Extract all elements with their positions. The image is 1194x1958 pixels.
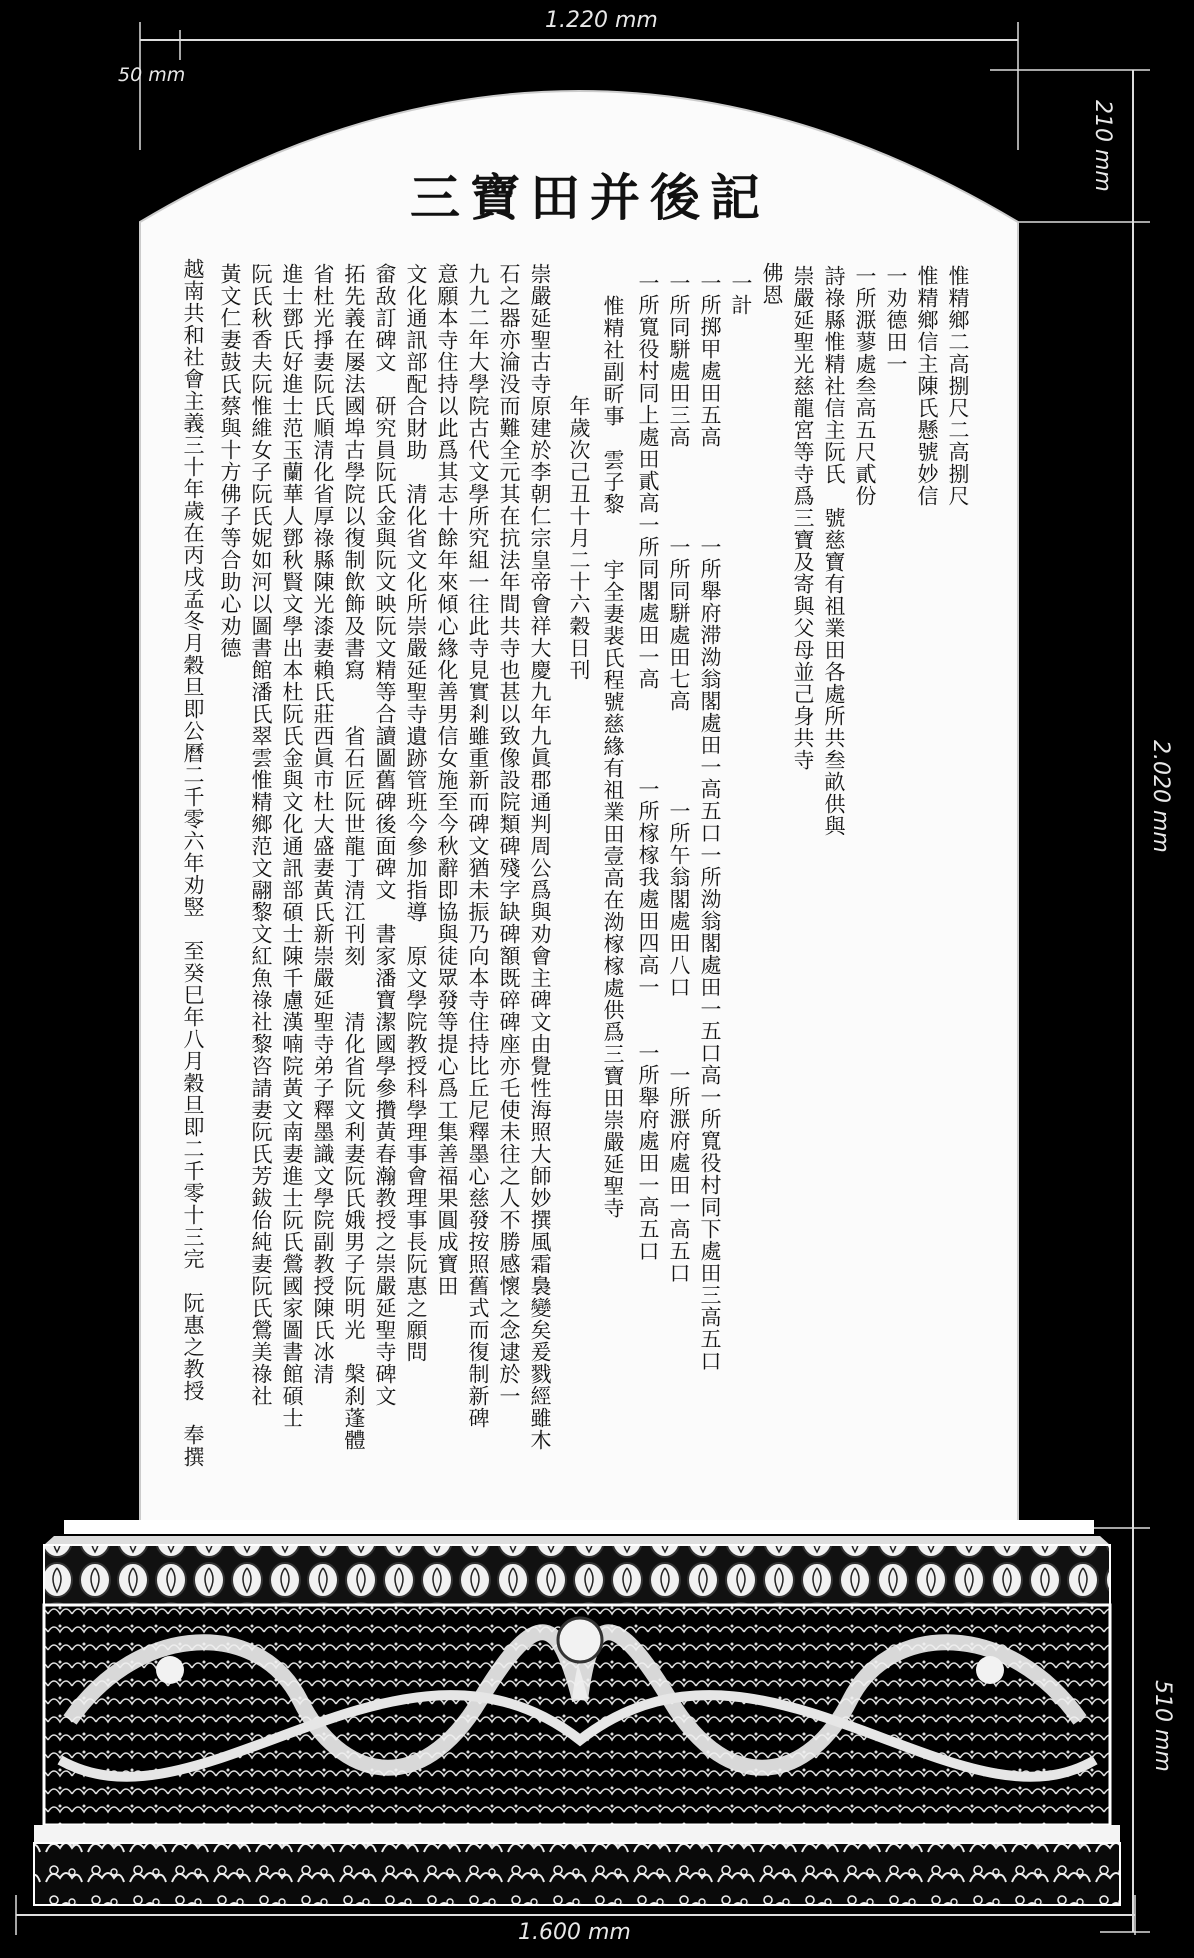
inscription-column: 阮氏秋香夫阮惟維女子阮氏妮如河以圖書館潘氏翠雲惟精鄉范文翮黎文紅魚祿社黎咨請妻阮氏芳鈸佁純妻阮氏鶯美祿社 xyxy=(249,263,273,1407)
inscription-column: 惟精鄉二高捌尺二高捌尺 xyxy=(946,265,970,507)
inscription-column: 崇嚴延聖古寺原建於李朝仁宗皇帝會祥大慶九年九眞郡通判周公爲與劝會主碑文由覺性海照大師妙撰風霜裊變矣爰戮經雖木 xyxy=(528,263,552,1451)
inscription-column: 文化通訊部配合財助 清化省文化所崇嚴延聖寺遺跡管班今參加指導 原文學院教授科學理事會理事長阮惠之願問 xyxy=(404,263,428,1363)
inscription-column: 惟精鄉信主陳氏懸號妙信 xyxy=(915,265,939,507)
base-width-label: 1.600 mm xyxy=(518,1920,631,1945)
body-height-label: 2.020 mm xyxy=(1148,740,1173,853)
inscription-column: 一所同駢處田三高 一所同駢處田七高 一所午翁閣處田八口 一所㴨府處田一高五口 xyxy=(667,272,691,1284)
inscription-column: 進士鄧氏好進士范玉蘭華人鄧秋賢文學出本杜阮氏金與文化通訊部碩士陳千慮漢喃院黃文南妻進士阮氏鶯國家圖書館碩士 xyxy=(280,263,304,1429)
top-width-label: 1.220 mm xyxy=(545,8,658,33)
inscription-column: 拓先義在屡法國埠古學院以復制飲飾及書寫 省石匠阮世龍丁清江刊刻 清化省阮文利妻阮氏娥男子阮明光 槃刹蓬體 xyxy=(342,263,366,1451)
inscription-column: 九九二年大學院古代文學所究組一往此寺見實剎雖重新而碑文猶未振乃向本寺住持比丘尼釋墨心慈發按照舊式而復制新碑 xyxy=(466,263,490,1429)
inscription-column: 惟精社副㪽事 雲子黎 宇全妻裴氏程號慈緣有祖業田壹高在泑榢榢處供爲三寶田崇嚴延聖寺 xyxy=(601,295,625,1219)
inscription-column: 一所㴨蓼處叁高五尺貳份 xyxy=(853,265,877,507)
inscription-column: 一所掷甲處田五高 一所舉府滞泑翁閣處田一高五口一所泑翁閣處田一五口高一所寬役村同下處田三高五口 xyxy=(698,272,722,1372)
inscription-column: 省杜光掙妻阮氏順清化省厚祿縣陳光漆妻賴氏莊西眞市杜大盛妻黃氏新崇嚴延聖寺弟子釋墨識文學院副教授陳氏冰清 xyxy=(311,263,335,1385)
stele-title: 三寶田并後記 xyxy=(410,168,770,227)
inscription-column: 詩祿縣惟精社信主阮氏 號慈寶有祖業田各處所共叁畝供與 xyxy=(822,265,846,837)
inscription-column: 一計 xyxy=(729,272,753,316)
inscription-column: 一劝德田一 xyxy=(884,265,908,375)
inscription-column: 石之器亦淪没而難全元其在抗法年間共寺也甚以致像設院類碑殘字缺碑額既碎碑座亦乇使未往之人不勝感懷之念逮於一 xyxy=(497,263,521,1407)
margin-label: 50 mm xyxy=(118,64,186,86)
base-height-label: 510 mm xyxy=(1150,1680,1175,1772)
inscription-column: 畲敌訂碑文 研究員阮氏金與阮文映阮文精等合讀圖舊碑後面碑文 書家潘寶潔國學參攢黃春瀚教授之崇嚴延聖寺碑文 xyxy=(373,263,397,1407)
arch-height-label: 210 mm xyxy=(1090,100,1115,192)
inscription-column: 黃文仁妻鼓氏蔡與十方佛子等合助心劝德 xyxy=(218,263,242,659)
inscription-column: 一所寬役村同上處田貳高一所同閣處田一高 一所榢榢我處田四高一 一所舉府處田一高五口 xyxy=(636,272,660,1262)
inscription-column: 崇嚴延聖光慈龍宮等寺爲三寶及寄與父母並己身共寺 xyxy=(791,265,815,771)
inscription-column: 意願本寺住持以此爲其志十餘年來傾心緣化善男信女施至今秋辭即協與徒眾發等提心爲工集善福果圓成寶田 xyxy=(435,263,459,1297)
inscription-column: 佛恩 xyxy=(760,262,784,306)
stele-base xyxy=(34,1520,1120,1905)
inscription-colophon: 越南共和社會主義三十年歲在丙戌孟冬月穀旦即公曆二千零六年劝竪 至癸巳年八月穀旦即二千零十三完 阮惠之教授 奉撰 xyxy=(181,258,205,1468)
inscription-date: 年歲次己丑十月二十六穀日刊 xyxy=(567,395,591,681)
